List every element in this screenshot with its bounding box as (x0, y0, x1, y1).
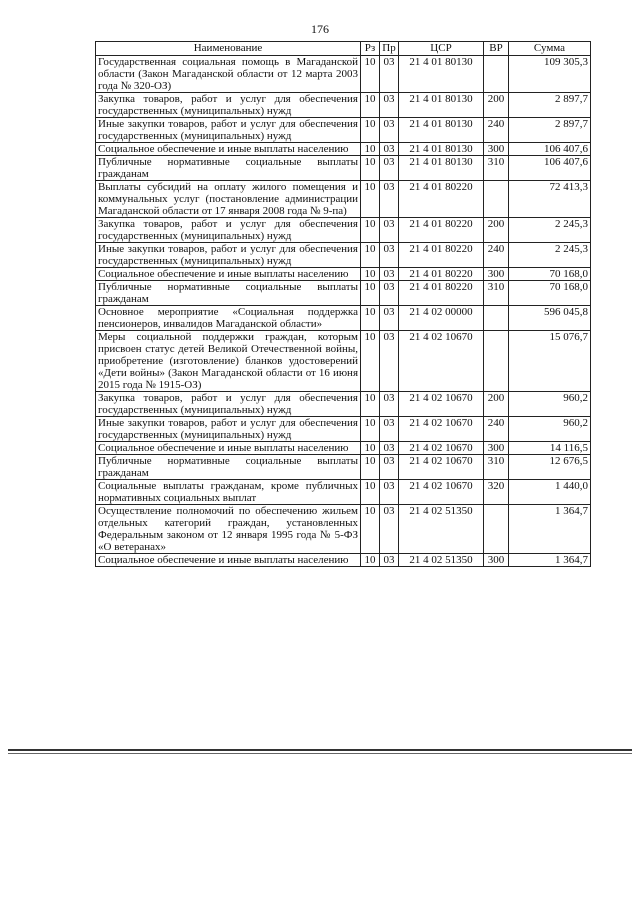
row-name: Закупка товаров, работ и услуг для обеспечения государственных (муниципальных) нужд (96, 218, 361, 243)
row-sum: 14 116,5 (509, 442, 591, 455)
row-rz: 10 (361, 56, 380, 93)
header-pr: Пр (380, 42, 399, 56)
header-vr: ВР (484, 42, 509, 56)
budget-table (95, 41, 591, 567)
row-pr: 03 (380, 455, 399, 480)
table-row (96, 268, 591, 281)
row-name: Публичные нормативные социальные выплаты гражданам (96, 156, 361, 181)
row-rz: 10 (361, 306, 380, 331)
table-row (96, 143, 591, 156)
row-pr: 03 (380, 480, 399, 505)
row-rz: 10 (361, 118, 380, 143)
row-csr: 21 4 02 10670 (399, 331, 484, 392)
row-csr: 21 4 01 80130 (399, 56, 484, 93)
row-rz: 10 (361, 218, 380, 243)
row-rz: 10 (361, 417, 380, 442)
row-pr: 03 (380, 505, 399, 554)
row-csr: 21 4 01 80220 (399, 218, 484, 243)
table-row (96, 181, 591, 218)
row-vr: 300 (484, 268, 509, 281)
row-vr: 200 (484, 93, 509, 118)
row-csr: 21 4 01 80220 (399, 181, 484, 218)
row-vr: 310 (484, 281, 509, 306)
row-name: Государственная социальная помощь в Магаданской области (Закон Магаданской области от 12 марта 2003 года № 320-ОЗ) (96, 56, 361, 93)
row-pr: 03 (380, 268, 399, 281)
row-name: Социальные выплаты гражданам, кроме публичных нормативных социальных выплат (96, 480, 361, 505)
row-name: Социальное обеспечение и иные выплаты населению (96, 554, 361, 567)
row-rz: 10 (361, 243, 380, 268)
row-vr: 300 (484, 442, 509, 455)
row-rz: 10 (361, 156, 380, 181)
row-sum: 70 168,0 (509, 268, 591, 281)
row-csr: 21 4 02 10670 (399, 417, 484, 442)
row-vr: 310 (484, 455, 509, 480)
row-name: Закупка товаров, работ и услуг для обеспечения государственных (муниципальных) нужд (96, 392, 361, 417)
row-pr: 03 (380, 156, 399, 181)
footer-divider (8, 749, 632, 751)
row-name: Публичные нормативные социальные выплаты гражданам (96, 455, 361, 480)
row-sum: 109 305,3 (509, 56, 591, 93)
row-vr (484, 181, 509, 218)
row-pr: 03 (380, 218, 399, 243)
table-row (96, 93, 591, 118)
row-sum: 106 407,6 (509, 156, 591, 181)
row-csr: 21 4 02 10670 (399, 455, 484, 480)
table-row (96, 480, 591, 505)
row-sum: 1 440,0 (509, 480, 591, 505)
row-vr (484, 505, 509, 554)
table-row (96, 118, 591, 143)
row-sum: 2 897,7 (509, 93, 591, 118)
row-pr: 03 (380, 331, 399, 392)
table-row (96, 243, 591, 268)
row-pr: 03 (380, 243, 399, 268)
row-vr: 200 (484, 218, 509, 243)
row-sum: 72 413,3 (509, 181, 591, 218)
row-rz: 10 (361, 442, 380, 455)
row-pr: 03 (380, 306, 399, 331)
row-csr: 21 4 02 10670 (399, 480, 484, 505)
table-row (96, 331, 591, 392)
row-vr: 320 (484, 480, 509, 505)
row-name: Социальное обеспечение и иные выплаты населению (96, 268, 361, 281)
page-number: 176 (311, 22, 329, 36)
row-rz: 10 (361, 143, 380, 156)
row-csr: 21 4 02 51350 (399, 505, 484, 554)
row-csr: 21 4 02 51350 (399, 554, 484, 567)
row-pr: 03 (380, 93, 399, 118)
row-vr: 300 (484, 143, 509, 156)
row-sum: 2 897,7 (509, 118, 591, 143)
row-vr (484, 56, 509, 93)
table-row (96, 442, 591, 455)
row-name: Социальное обеспечение и иные выплаты населению (96, 143, 361, 156)
table-row (96, 505, 591, 554)
row-csr: 21 4 01 80220 (399, 281, 484, 306)
row-vr: 240 (484, 417, 509, 442)
row-rz: 10 (361, 392, 380, 417)
row-csr: 21 4 01 80220 (399, 243, 484, 268)
row-name: Закупка товаров, работ и услуг для обеспечения государственных (муниципальных) нужд (96, 93, 361, 118)
row-vr: 200 (484, 392, 509, 417)
row-name: Социальное обеспечение и иные выплаты населению (96, 442, 361, 455)
table-header-row (96, 42, 591, 56)
row-name: Осуществление полномочий по обеспечению жильем отдельных категорий граждан, установленных Федеральным законом от 12 января 1995 года № 5-ФЗ «О ветеранах» (96, 505, 361, 554)
row-pr: 03 (380, 118, 399, 143)
row-name: Иные закупки товаров, работ и услуг для обеспечения государственных (муниципальных) нужд (96, 417, 361, 442)
row-sum: 2 245,3 (509, 218, 591, 243)
row-vr: 240 (484, 243, 509, 268)
row-sum: 596 045,8 (509, 306, 591, 331)
row-rz: 10 (361, 268, 380, 281)
row-vr: 240 (484, 118, 509, 143)
row-sum: 12 676,5 (509, 455, 591, 480)
header-sum: Сумма (509, 42, 591, 56)
row-csr: 21 4 01 80130 (399, 118, 484, 143)
row-pr: 03 (380, 143, 399, 156)
row-sum: 15 076,7 (509, 331, 591, 392)
row-vr (484, 306, 509, 331)
row-vr: 300 (484, 554, 509, 567)
row-csr: 21 4 01 80130 (399, 156, 484, 181)
row-sum: 70 168,0 (509, 281, 591, 306)
row-sum: 2 245,3 (509, 243, 591, 268)
row-rz: 10 (361, 281, 380, 306)
row-sum: 960,2 (509, 392, 591, 417)
row-rz: 10 (361, 505, 380, 554)
header-rz: Рз (361, 42, 380, 56)
row-pr: 03 (380, 554, 399, 567)
row-sum: 1 364,7 (509, 554, 591, 567)
row-csr: 21 4 01 80220 (399, 268, 484, 281)
row-rz: 10 (361, 480, 380, 505)
row-rz: 10 (361, 181, 380, 218)
table-row (96, 417, 591, 442)
row-vr (484, 331, 509, 392)
table-row (96, 156, 591, 181)
table-row (96, 392, 591, 417)
row-sum: 1 364,7 (509, 505, 591, 554)
row-csr: 21 4 02 00000 (399, 306, 484, 331)
row-pr: 03 (380, 392, 399, 417)
row-csr: 21 4 01 80130 (399, 143, 484, 156)
row-rz: 10 (361, 93, 380, 118)
row-pr: 03 (380, 56, 399, 93)
row-name: Иные закупки товаров, работ и услуг для обеспечения государственных (муниципальных) нужд (96, 243, 361, 268)
row-csr: 21 4 02 10670 (399, 442, 484, 455)
table-row (96, 281, 591, 306)
row-pr: 03 (380, 281, 399, 306)
header-csr: ЦСР (399, 42, 484, 56)
row-pr: 03 (380, 181, 399, 218)
row-name: Выплаты субсидий на оплату жилого помещения и коммунальных услуг (постановление администрации Магаданской области от 17 января 2008 года № 9-па) (96, 181, 361, 218)
row-name: Публичные нормативные социальные выплаты гражданам (96, 281, 361, 306)
row-vr: 310 (484, 156, 509, 181)
table-row (96, 218, 591, 243)
row-pr: 03 (380, 442, 399, 455)
table-row (96, 554, 591, 567)
row-sum: 960,2 (509, 417, 591, 442)
row-name: Иные закупки товаров, работ и услуг для обеспечения государственных (муниципальных) нужд (96, 118, 361, 143)
table-row (96, 455, 591, 480)
row-name: Основное мероприятие «Социальная поддержка пенсионеров, инвалидов Магаданской области» (96, 306, 361, 331)
row-rz: 10 (361, 331, 380, 392)
row-rz: 10 (361, 554, 380, 567)
table-row (96, 306, 591, 331)
row-csr: 21 4 02 10670 (399, 392, 484, 417)
row-rz: 10 (361, 455, 380, 480)
header-name: Наименование (96, 42, 361, 56)
row-pr: 03 (380, 417, 399, 442)
row-sum: 106 407,6 (509, 143, 591, 156)
row-name: Меры социальной поддержки граждан, которым присвоен статус детей Великой Отечественной войны, приобретение (изготовление) бланков удостоверений «Дети войны» (Закон Магаданской области от 16 июня 2015 года № 1915-ОЗ) (96, 331, 361, 392)
footer-divider-thin (8, 753, 632, 754)
table-row (96, 56, 591, 93)
row-csr: 21 4 01 80130 (399, 93, 484, 118)
